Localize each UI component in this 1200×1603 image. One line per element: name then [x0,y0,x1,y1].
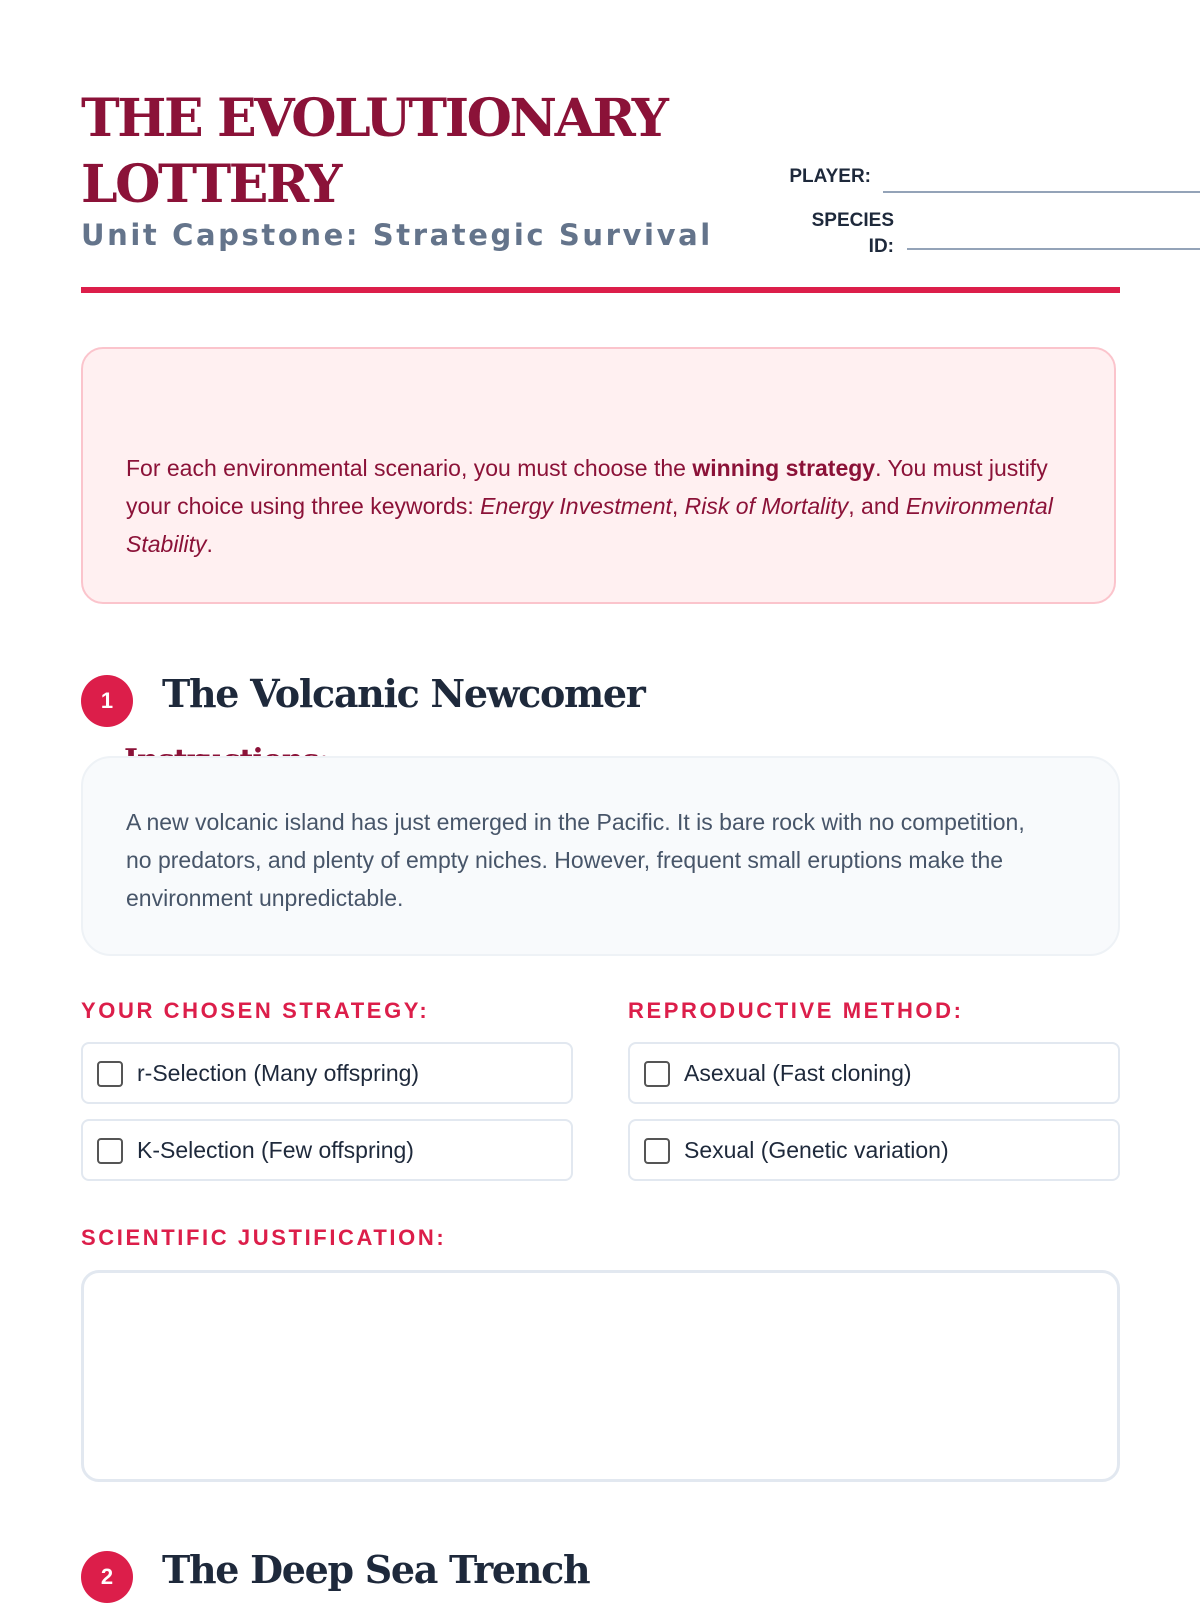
justification-textarea[interactable] [81,1270,1120,1482]
checkbox[interactable] [644,1061,670,1087]
section-title: The Deep Sea Trench [162,1547,590,1592]
checkbox[interactable] [644,1138,670,1164]
player-field[interactable] [883,191,1200,193]
species-id-field[interactable] [907,248,1200,250]
species-id-label [701,208,894,260]
option-label: K-Selection (Few offspring) [137,1137,414,1163]
instructions-text-part: For each environmental scenario, you must choose the [126,455,693,481]
worksheet-header [81,0,1120,295]
option-label: r-Selection (Many offspring) [137,1060,420,1086]
method-label: REPRODUCTIVE METHOD: [628,998,964,1023]
page-title: THE EVOLUTIONARY LOTTERY [81,88,667,215]
option-sexual[interactable] [628,1119,1120,1181]
instructions-separator: , [671,493,685,519]
justification-label: SCIENTIFIC JUSTIFICATION: [81,1225,447,1250]
instructions-end: . [206,531,213,557]
scenario-box [81,756,1120,956]
instructions-separator: , and [848,493,906,519]
keyword-risk-of-mortality: Risk of Mortality [684,493,849,519]
option-label: Asexual (Fast cloning) [684,1060,912,1086]
instructions-text [126,449,1076,563]
species-label-line-2: ID: [868,236,894,257]
option-asexual[interactable] [628,1042,1120,1104]
winning-strategy-emphasis: winning strategy [692,455,876,481]
keyword-environmental-stability: Environmental Stability [126,493,1053,557]
option-k-selection[interactable] [81,1119,573,1181]
section-title: The Volcanic Newcomer [162,671,645,716]
section-number-badge: 2 [81,1551,133,1603]
species-label-line-1: SPECIES [811,210,894,231]
scenario-text: A new volcanic island has just emerged in the Pacific. It is bare rock with no competition, no predators, and plenty of empty niches. However, frequent small eruptions make the environment unpredictable. [126,809,1025,911]
header-divider [81,287,1120,293]
instructions-text-part: . You must justify your choice using three keywords: [126,455,1048,519]
option-r-selection[interactable] [81,1042,573,1104]
keyword-energy-investment: Energy Investment [480,493,672,519]
page-subtitle: Unit Capstone: Strategic Survival [81,218,713,252]
checkbox[interactable] [97,1138,123,1164]
section-number-badge: 1 [81,675,133,727]
checkbox[interactable] [97,1061,123,1087]
strategy-label: YOUR CHOSEN STRATEGY: [81,998,430,1023]
instructions-box [81,347,1116,604]
option-label: Sexual (Genetic variation) [684,1137,949,1163]
worksheet-page [81,0,1120,1592]
player-label: PLAYER: [789,166,871,187]
